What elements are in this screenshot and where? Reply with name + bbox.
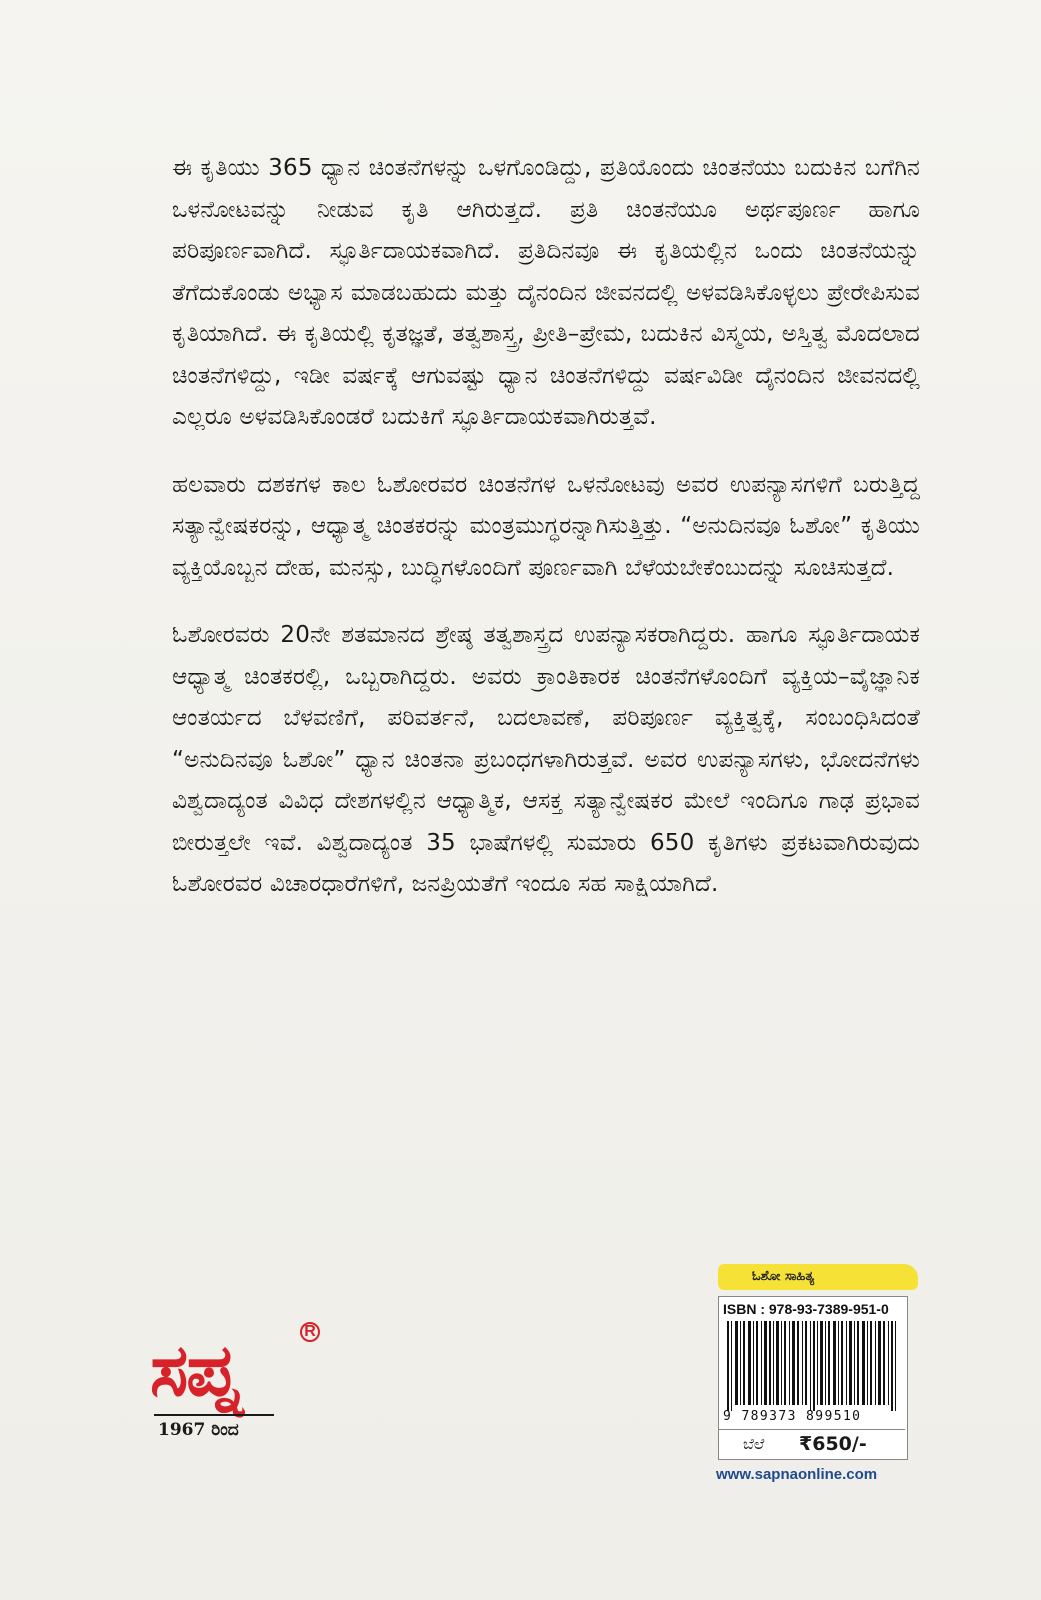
publisher-since-text: 1967 ರಿಂದ [158, 1420, 239, 1440]
isbn-label: ISBN : 978-93-7389-951-0 [723, 1301, 889, 1317]
publisher-logo [150, 1323, 330, 1450]
publisher-logo-mark: ಸಪ್ನ [150, 1328, 241, 1412]
isbn-barcode-block [718, 1296, 908, 1460]
registered-mark-icon: R [300, 1322, 320, 1342]
blurb-paragraph-3: ಓಶೋರವರು 20ನೇ ಶತಮಾನದ ಶ್ರೇಷ್ಠ ತತ್ವಶಾಸ್ತ್ರದ ಉಪನ್ಯಾಸಕರಾಗಿದ್ದರು. ಹಾಗೂ ಸ್ಫೂರ್ತಿದಾಯಕ ಆಧ್ಯಾತ್ಮ ಚಿಂತಕರಲ್ಲಿ, ಒಬ್ಬರಾಗಿದ್ದರು. ಅವರು ಕ್ರಾಂತಿಕಾರಕ ಚಿಂತನೆಗಳೊಂದಿಗೆ ವ್ಯಕ್ತಿಯ–ವೈಜ್ಞಾನಿಕ ಆಂತರ್ಯದ ಬೆಳವಣಿಗೆ, ಪರಿವರ್ತನೆ, ಬದಲಾವಣೆ, ಪರಿಪೂರ್ಣ ವ್ಯಕ್ತಿತ್ವಕ್ಕೆ, ಸಂಬಂಧಿಸಿದಂತೆ “ಅನುದಿನವೂ ಓಶೋ” ಧ್ಯಾನ ಚಿಂತನಾ ಪ್ರಬಂಧಗಳಾಗಿರುತ್ತವೆ. ಅವರ ಉಪನ್ಯಾಸಗಳು, ಭೋದನೆಗಳು ವಿಶ್ವದಾದ್ಯಂತ ವಿವಿಧ ದೇಶಗಳಲ್ಲಿನ ಆಧ್ಯಾತ್ಮಿಕ, ಆಸಕ್ತ ಸತ್ಯಾನ್ವೇಷಕರ ಮೇಲೆ ಇಂದಿಗೂ ಗಾಢ ಪ್ರಭಾವ ಬೀರುತ್ತಲೇ ಇವೆ. ವಿಶ್ವದಾದ್ಯಂತ 35 ಭಾಷೆಗಳಲ್ಲಿ ಸುಮಾರು 650 ಕೃತಿಗಳು ಪ್ರಕಟವಾಗಿರುವುದು ಓಶೋರವರ ವಿಚಾರಧಾರೆಗಳಿಗೆ, ಜನಪ್ರಿಯತೆಗೆ ಇಂದೂ ಸಹ ಸಾಕ್ಷಿಯಾಗಿದೆ. [172, 622, 920, 897]
barcode-icon [725, 1321, 901, 1411]
barcode-number: 9 789373 899510 [723, 1409, 862, 1424]
category-tag: ಓಶೋ ಸಾಹಿತ್ಯ [718, 1264, 918, 1290]
price-value: ₹650/- [799, 1433, 867, 1455]
blurb-text [172, 148, 920, 932]
blurb-paragraph-2: ಹಲವಾರು ದಶಕಗಳ ಕಾಲ ಓಶೋರವರ ಚಿಂತನೆಗಳ ಒಳನೋಟವು ಅವರ ಉಪನ್ಯಾಸಗಳಿಗೆ ಬರುತ್ತಿದ್ದ ಸತ್ಯಾನ್ವೇಷಕರನ್ನು, ಆಧ್ಯಾತ್ಮ ಚಿಂತಕರನ್ನು ಮಂತ್ರಮುಗ್ಧರನ್ನಾಗಿಸುತ್ತಿತ್ತು. “ಅನುದಿನವೂ ಓಶೋ” ಕೃತಿಯು ವ್ಯಕ್ತಿಯೊಬ್ಬನ ದೇಹ, ಮನಸ್ಸು, ಬುದ್ಧಿಗಳೊಂದಿಗೆ ಪೂರ್ಣವಾಗಿ ಬೆಳೆಯಬೇಕೆಂಬುದನ್ನು ಸೂಚಿಸುತ್ತದೆ. [172, 471, 920, 581]
price-label: ಬೆಲೆ [743, 1435, 765, 1453]
blurb-paragraph-1: ಈ ಕೃತಿಯು 365 ಧ್ಯಾನ ಚಿಂತನೆಗಳನ್ನು ಒಳಗೊಂಡಿದ್ದು, ಪ್ರತಿಯೊಂದು ಚಿಂತನೆಯು ಬದುಕಿನ ಬಗೆಗಿನ ಒಳನೋಟವನ್ನು ನೀಡುವ ಕೃತಿ ಆಗಿರುತ್ತದೆ. ಪ್ರತಿ ಚಿಂತನೆಯೂ ಅರ್ಥಪೂರ್ಣ ಹಾಗೂ ಪರಿಪೂರ್ಣವಾಗಿದೆ. ಸ್ಫೂರ್ತಿದಾಯಕವಾಗಿದೆ. ಪ್ರತಿದಿನವೂ ಈ ಕೃತಿಯಲ್ಲಿನ ಒಂದು ಚಿಂತನೆಯನ್ನು ತೆಗೆದುಕೊಂಡು ಅಭ್ಯಾಸ ಮಾಡಬಹುದು ಮತ್ತು ದೈನಂದಿನ ಜೀವನದಲ್ಲಿ ಅಳವಡಿಸಿಕೊಳ್ಳಲು ಪ್ರೇರೇಪಿಸುವ ಕೃತಿಯಾಗಿದೆ. ಈ ಕೃತಿಯಲ್ಲಿ ಕೃತಜ್ಞತೆ, ತತ್ವಶಾಸ್ತ್ರ, ಪ್ರೀತಿ–ಪ್ರೇಮ, ಬದುಕಿನ ವಿಸ್ಮಯ, ಅಸ್ತಿತ್ವ ಮೊದಲಾದ ಚಿಂತನೆಗಳಿದ್ದು, ಇಡೀ ವರ್ಷಕ್ಕೆ ಆಗುವಷ್ಟು ಧ್ಯಾನ ಚಿಂತನೆಗಳಿದ್ದು ವರ್ಷವಿಡೀ ದೈನಂದಿನ ಜೀವನದಲ್ಲಿ ಎಲ್ಲರೂ ಅಳವಡಿಸಿಕೊಂಡರೆ ಬದುಕಿಗೆ ಸ್ಫೂರ್ತಿದಾಯಕವಾಗಿರುತ್ತವೆ. [172, 155, 920, 430]
logo-divider [154, 1414, 274, 1416]
price-row [719, 1429, 905, 1458]
website-link[interactable]: www.sapnaonline.com [716, 1466, 878, 1483]
